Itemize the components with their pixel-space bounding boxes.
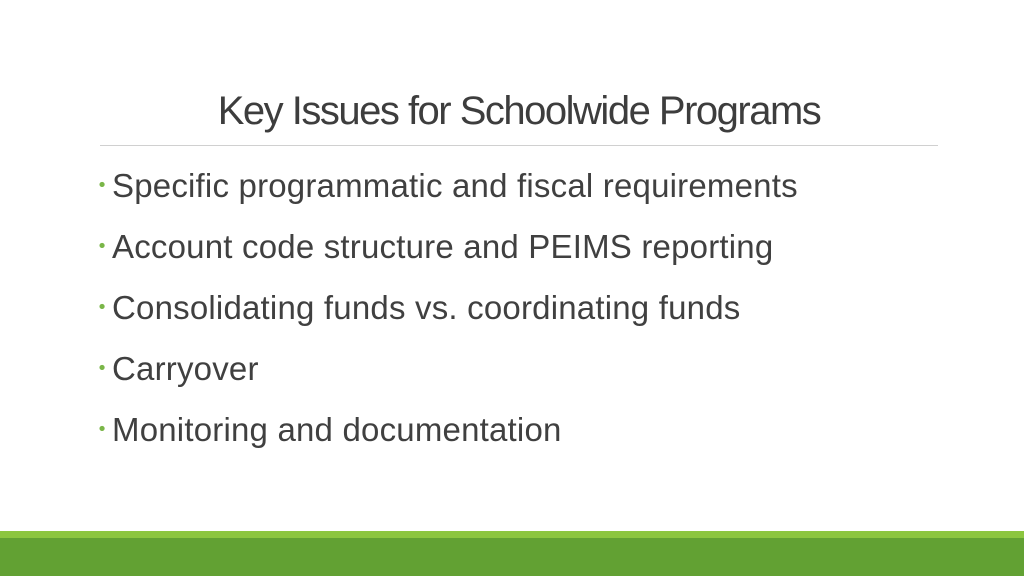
list-item: [92, 399, 798, 460]
bullet-text: Consolidating funds vs. coordinating funds: [112, 288, 741, 326]
bullet-icon: •: [96, 236, 108, 257]
list-item: [92, 338, 798, 399]
slide-title: Key Issues for Schoolwide Programs: [217, 89, 821, 133]
bullet-text: Specific programmatic and fiscal requirements: [112, 166, 798, 204]
list-item: [92, 216, 798, 277]
bullet-icon: •: [96, 419, 108, 440]
bullet-text: Account code structure and PEIMS reporting: [112, 227, 774, 265]
bullet-icon: •: [96, 358, 108, 379]
list-item: [92, 277, 798, 338]
bullet-list: [92, 155, 798, 460]
list-item: [92, 155, 798, 216]
footer-accent-bar-dark: [0, 538, 1024, 576]
bullet-icon: •: [96, 297, 108, 318]
bullet-icon: •: [96, 175, 108, 196]
footer-accent-bar-light: [0, 531, 1024, 538]
bullet-text: Monitoring and documentation: [112, 410, 562, 448]
title-divider: [100, 145, 938, 146]
bullet-text: Carryover: [112, 349, 259, 387]
